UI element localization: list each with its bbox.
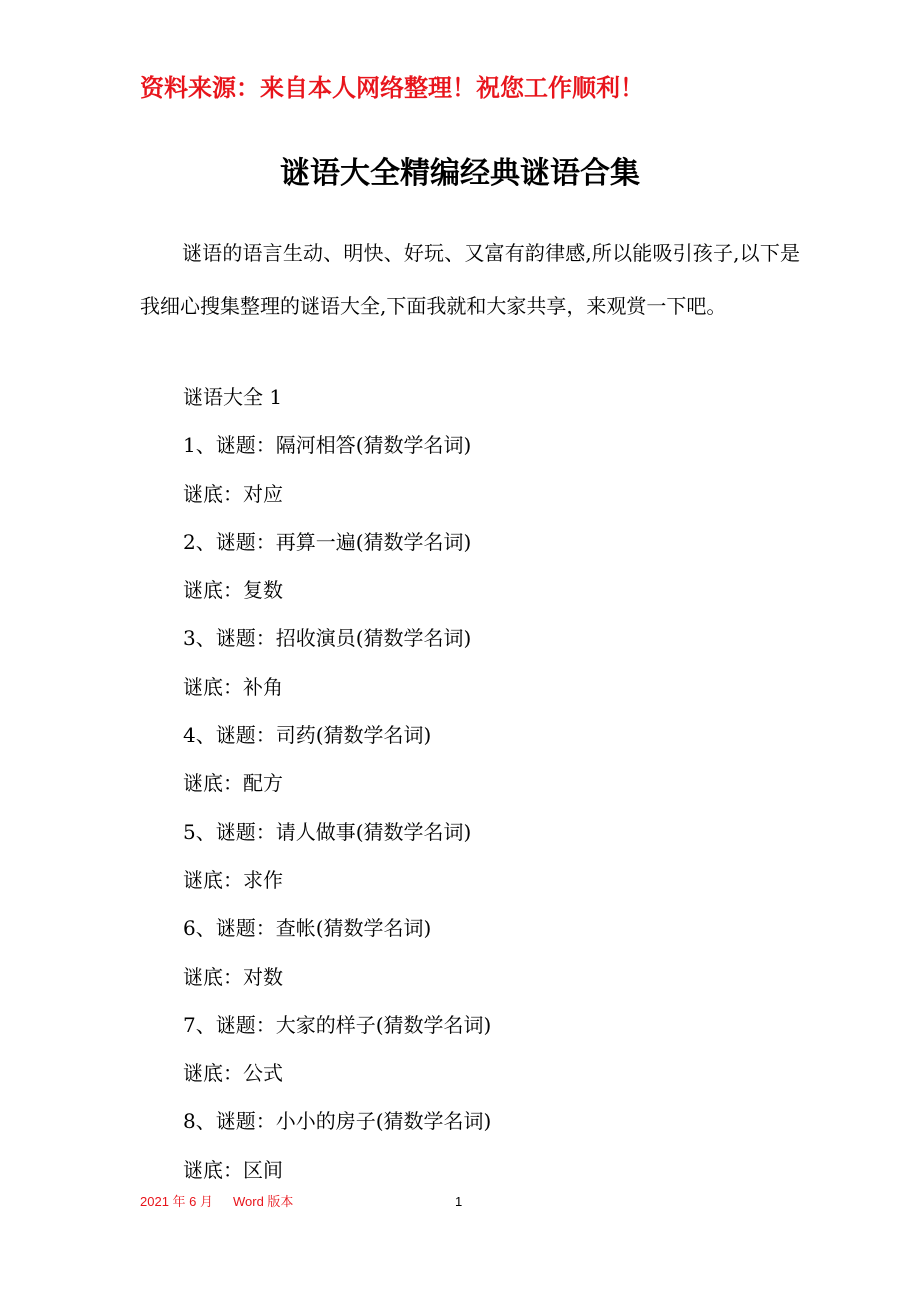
document-title: 谜语大全精编经典谜语合集 [280,156,640,191]
riddle-answer: 谜底：复数 [183,578,283,603]
riddle-answer: 谜底：配方 [183,771,283,796]
riddle-answer: 谜底：求作 [183,867,283,892]
riddle-answer: 谜底：公式 [183,1061,283,1086]
page-number: 1 [455,1194,463,1209]
intro-paragraph: 谜语的语言生动、明快、好玩、又富有韵律感,所以能吸引孩子,以下是我细心搜集整理的谜语大全,下面我就和大家共享，来观赏一下吧。 [140,241,800,318]
riddle-question: 2、谜题：再算一遍(猜数学名词) [183,529,472,554]
footer-version: Word 版本 [233,1194,294,1209]
riddle-question: 3、谜题：招收演员(猜数学名词) [183,626,472,651]
riddle-answer: 谜底：区间 [183,1157,283,1182]
riddle-question: 7、谜题：大家的样子(猜数学名词) [183,1012,492,1037]
riddle-question: 6、谜题：查帐(猜数学名词) [183,916,432,941]
riddle-question: 1、谜题：隔河相答(猜数学名词) [183,433,472,458]
riddle-answer: 谜底：补角 [183,674,283,699]
riddle-answer: 谜底：对应 [183,481,283,506]
section-heading: 谜语大全 1 [183,385,283,409]
riddle-question: 8、谜题：小小的房子(猜数学名词) [183,1109,492,1134]
source-note: 资料来源：来自本人网络整理！祝您工作顺利！ [140,74,644,102]
riddle-question: 5、谜题：请人做事(猜数学名词) [183,819,472,844]
riddle-list [183,377,491,1198]
riddle-question: 4、谜题：司药(猜数学名词) [183,723,432,748]
riddle-answer: 谜底：对数 [183,964,283,989]
footer-date: 2021 年 6 月 [140,1194,213,1209]
